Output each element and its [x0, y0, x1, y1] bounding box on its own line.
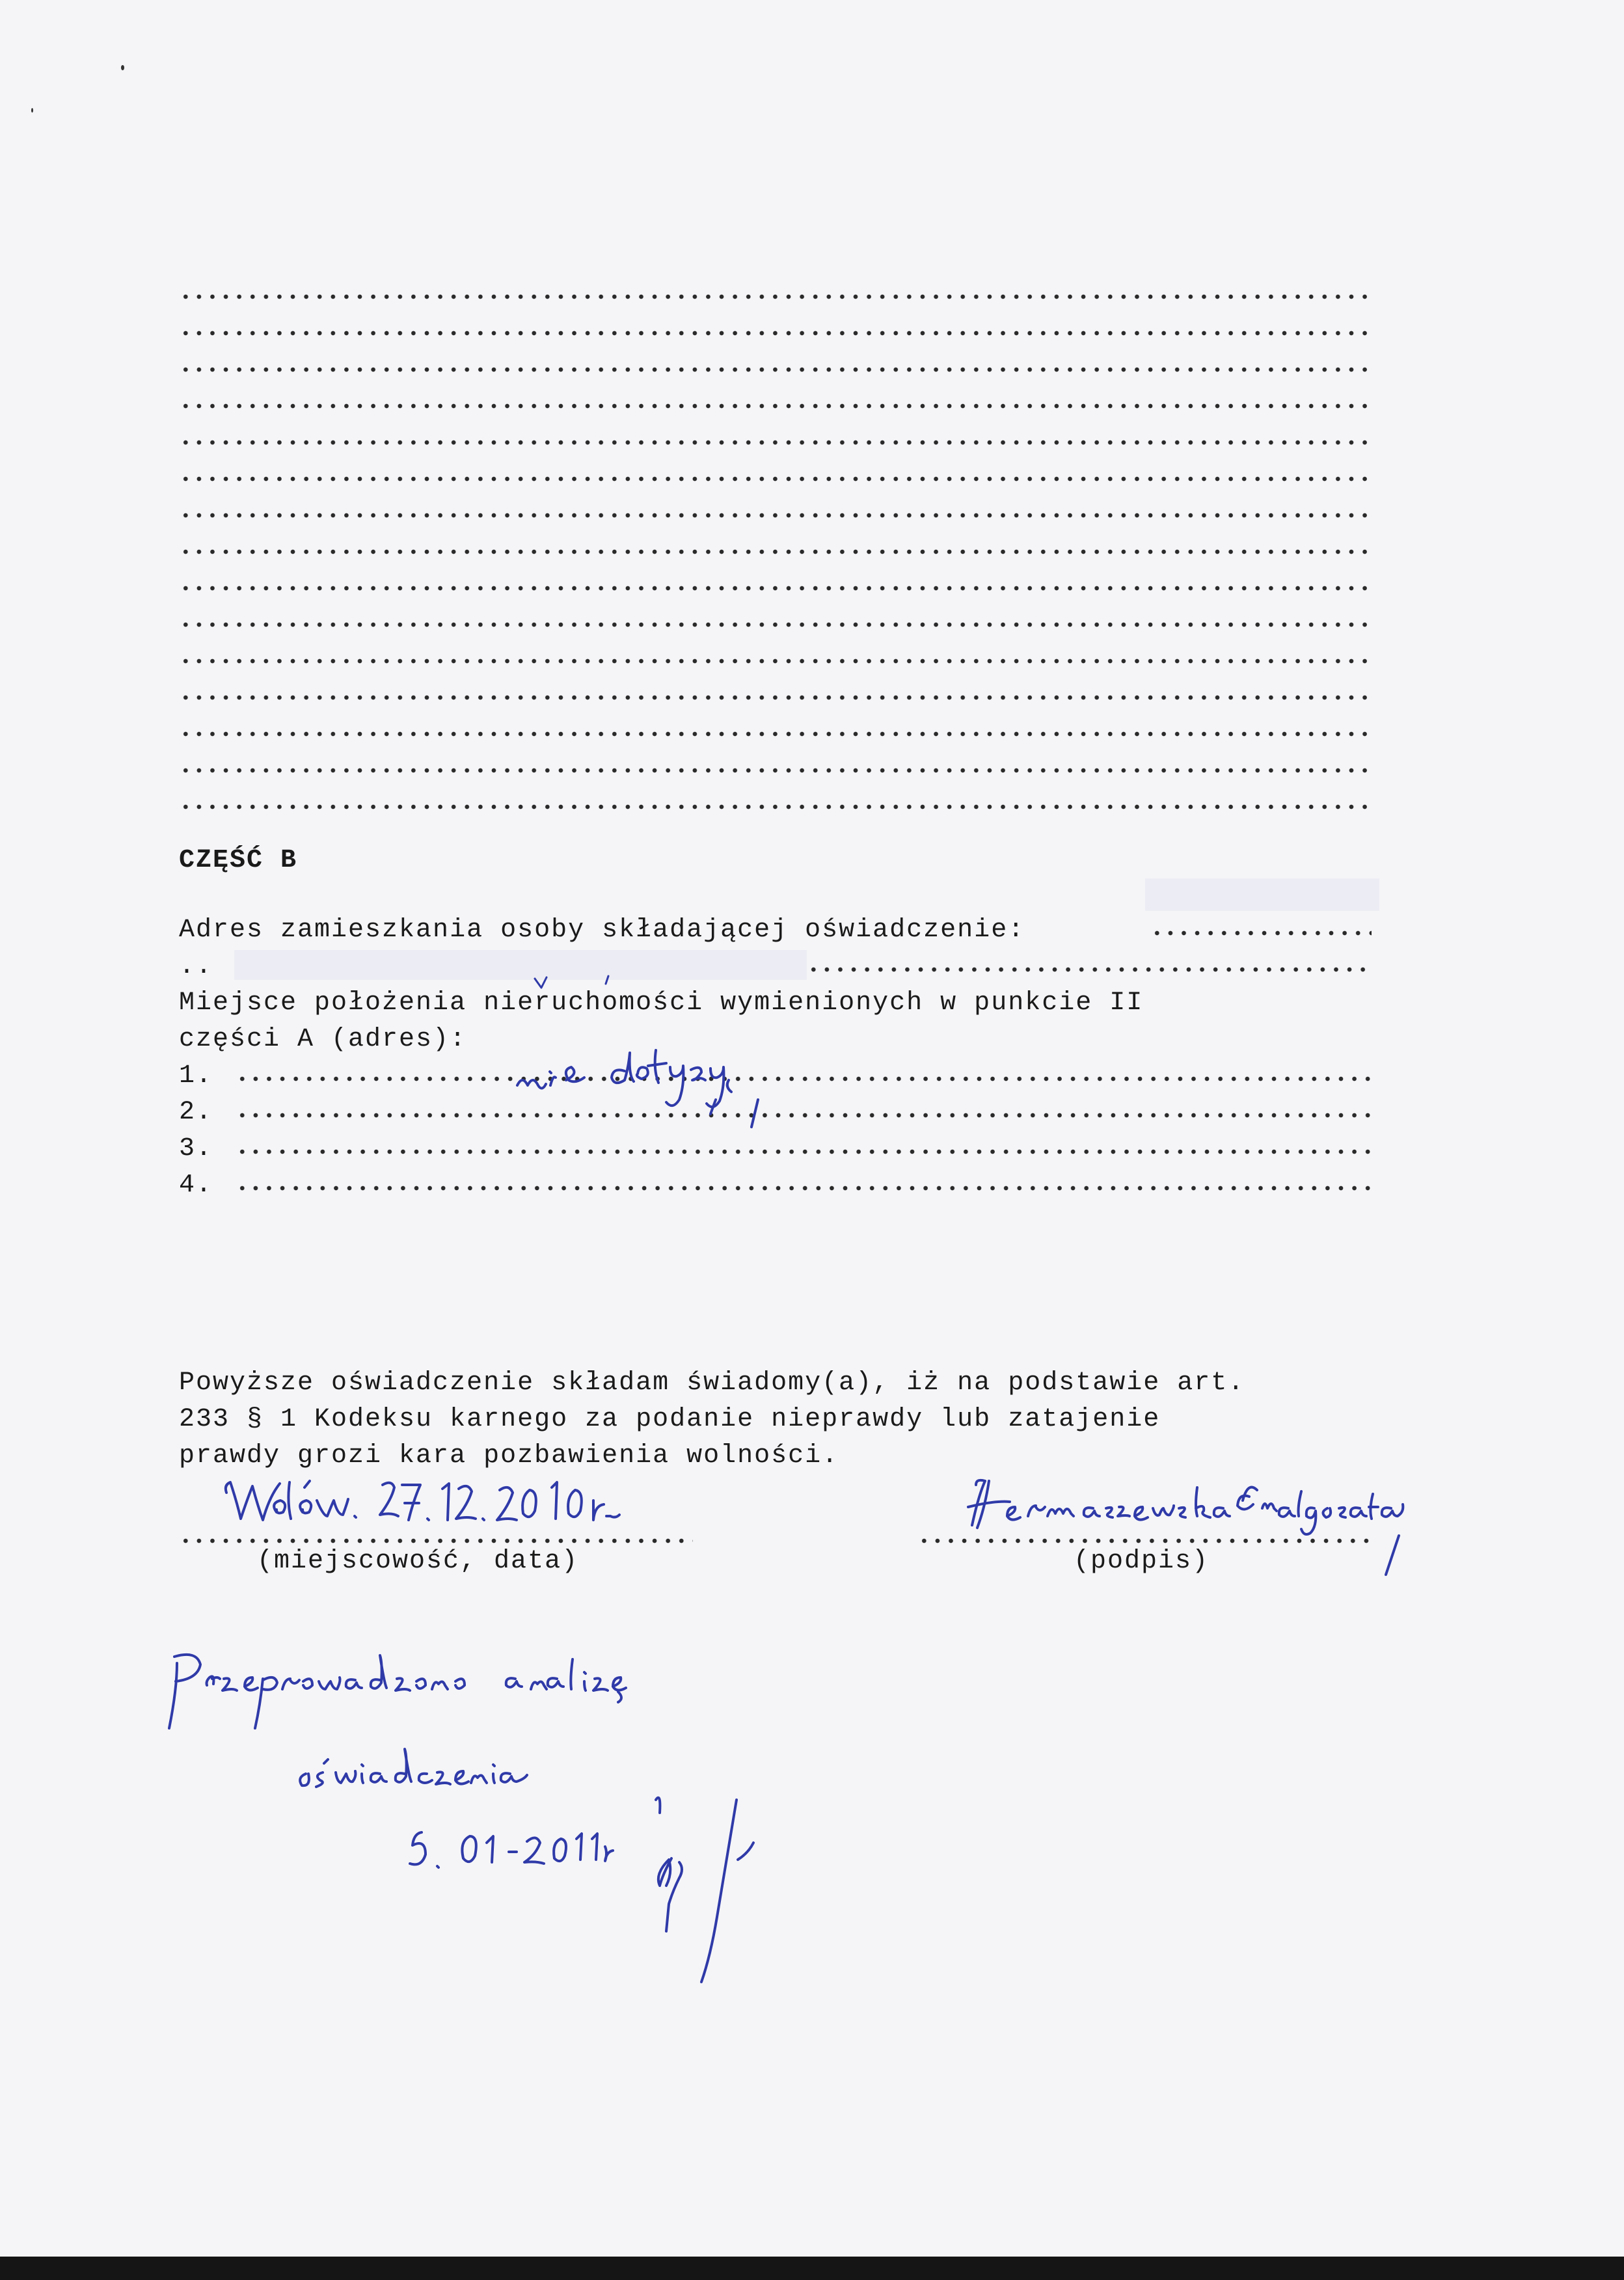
- location-label-line2: części A (adres):: [179, 1025, 467, 1054]
- numbered-line-2: 2.: [179, 1098, 213, 1127]
- address-label: Adres zamieszkania osoby składającej oświadczenie:: [179, 916, 1025, 945]
- handwriting-signature: [968, 1480, 1403, 1575]
- numbered-line-4: 4.: [179, 1171, 213, 1200]
- handwriting-annotation-date: [410, 1798, 660, 1867]
- handwriting-nie-dotyczy: [517, 1050, 758, 1127]
- address-continuation: ..: [179, 952, 213, 981]
- handwriting-initials: [658, 1800, 753, 1982]
- statement-line-3: prawdy grozi kara pozbawienia wolności.: [179, 1441, 839, 1471]
- location-label-line1: Miejsce położenia nieruchomości wymienionych w punkcie II: [179, 988, 1144, 1018]
- place-date-caption: (miejscowość, data): [257, 1547, 579, 1576]
- handwriting-place-date: [226, 1481, 619, 1520]
- scan-border: [0, 2257, 1624, 2280]
- numbered-line-3: 3.: [179, 1134, 213, 1163]
- signature-caption: (podpis): [1074, 1547, 1210, 1576]
- numbered-line-1: 1.: [179, 1061, 213, 1091]
- part-b-heading: CZĘŚĆ B: [179, 846, 298, 875]
- handwriting-annotation-line2: [300, 1749, 527, 1787]
- statement-line-1: Powyższe oświadczenie składam świadomy(a), iż na podstawie art.: [179, 1368, 1245, 1398]
- statement-line-2: 233 § 1 Kodeksu karnego za podanie nieprawdy lub zatajenie: [179, 1405, 1161, 1434]
- handwriting-annotation-line1: [169, 1655, 626, 1728]
- handwriting-check: [535, 976, 608, 988]
